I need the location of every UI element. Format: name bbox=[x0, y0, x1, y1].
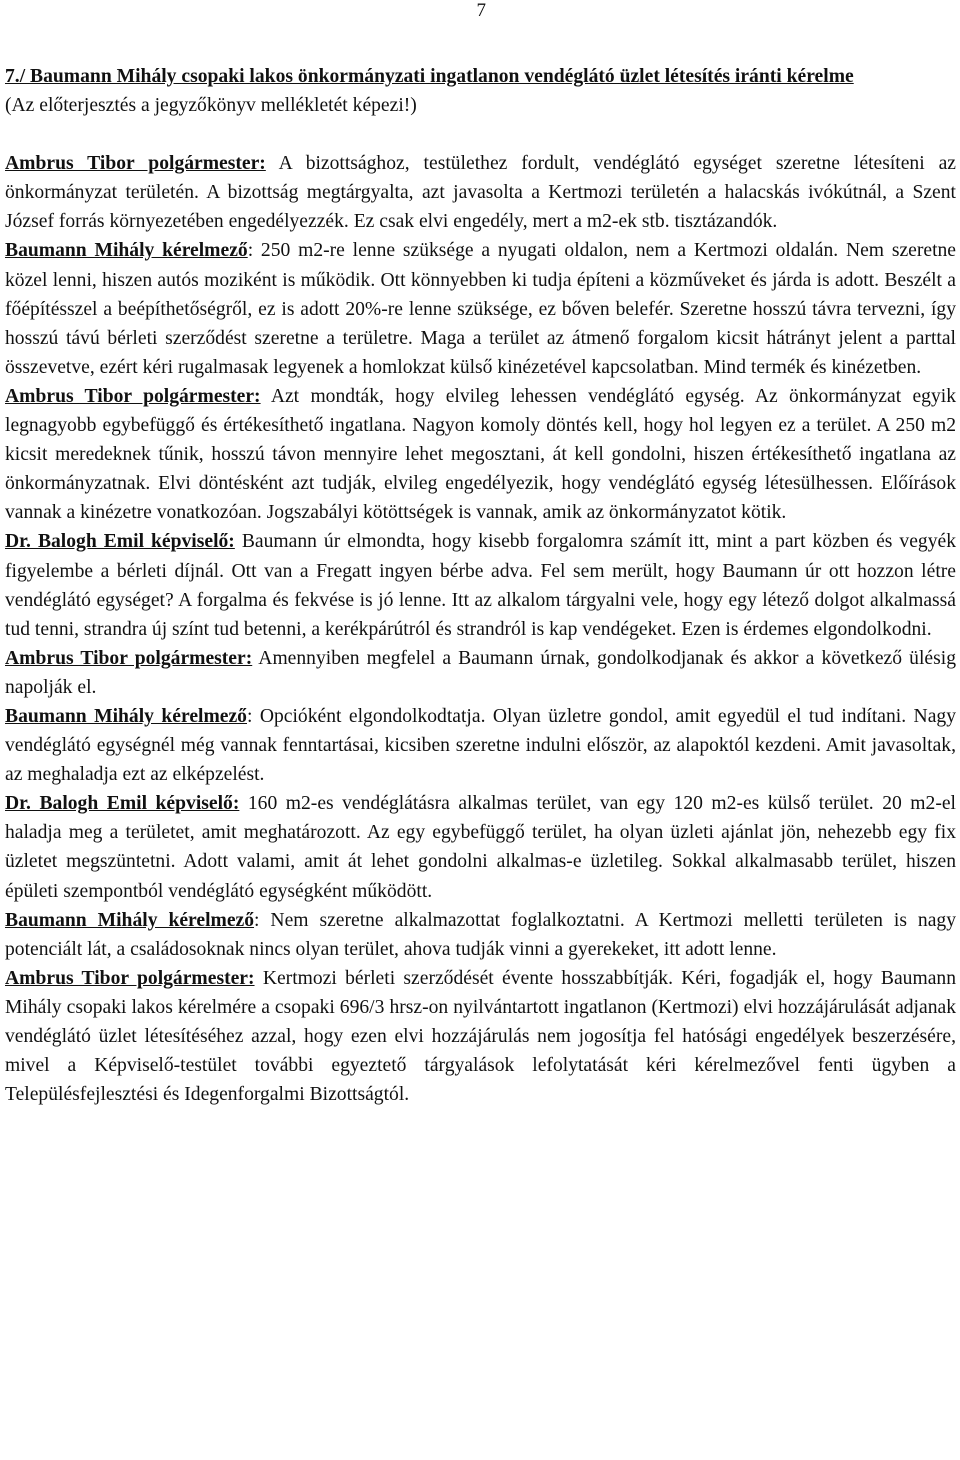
speech-text: Kertmozi bérleti szerződését évente hosszabbítják. Kéri, fogadják el, hogy Baumann Mihály csopaki lakos kérelmére a csopaki 696/3 hrsz-on nyilvántartott ingatlanon (Kertmozi) elvi hozzájárulását adjanak vendéglátó üzlet létesítéséhez azzal, hogy ezen elvi hozzájárulás nem jogosítja fel hatósági engedélyek beszerzésére, mivel a Képviselő-testület további egyeztető tárgyalások lefolytatását kéri kérelmezővel fenti ügyben a Településfejlesztési és Idegenforgalmi Bizottságtól. bbox=[5, 967, 956, 1106]
speaker-name: Ambrus Tibor polgármester: bbox=[5, 153, 266, 175]
speech-text: Baumann úr elmondta, hogy kisebb forgalomra számít itt, mint a part közben és vegyék figyelembe a bérleti díjnál. Ott van a Fregatt ingyen bérbe adva. Fel sem merült, hogy Baumann úr ott hozzon létre vendéglátó egységet? A forgalma és fekvése is jó lenne. Itt az alkalom tárgyalni vele, hogy egy létező dolgot alkalmassá tud tenni, strandra új színt tud betenni, a kerékpárútról és strandról is kap vendégeket. Ezen is érdemes elgondolkodni. bbox=[5, 531, 957, 640]
speech-text: : Opcióként elgondolkodtatja. Olyan üzletre gondol, amit egyedül el tud indítani. Nagy vendéglátó egységnél még vannak fenntartásai, kicsiben szeretne indulni először, az alapoktól kezdeni. Amit javasoltak, az meghaladja ezt az elképzelést. bbox=[5, 705, 957, 786]
minutes-paragraph bbox=[5, 702, 956, 789]
minutes-paragraph bbox=[5, 644, 956, 702]
speaker-name: Ambrus Tibor polgármester: bbox=[5, 967, 255, 989]
minutes-paragraph bbox=[5, 964, 956, 1109]
speaker-name: Dr. Balogh Emil képviselő: bbox=[5, 793, 240, 815]
speech-text: : Nem szeretne alkalmazottat foglalkoztatni. A Kertmozi melletti területen is nagy potenciált lát, a családosoknak nincs olyan terület, ahova tudják vinni a gyerekeket, itt adott lenne. bbox=[5, 909, 956, 960]
speaker-name: Ambrus Tibor polgármester: bbox=[5, 647, 253, 669]
speaker-name: Baumann Mihály kérelmező bbox=[5, 240, 248, 262]
agenda-item-note: (Az előterjesztés a jegyzőkönyv mellékletét képezi!) bbox=[5, 95, 417, 117]
page-number: 7 bbox=[476, 0, 486, 21]
minutes-paragraph bbox=[5, 527, 956, 643]
speech-text: : 250 m2-re lenne szüksége a nyugati oldalon, nem a Kertmozi oldalán. Nem szeretne közel lenni, hiszen autós moziként is működik. Ott könnyebben ki tudja építeni a közműveket és járda is adott. Beszélt a főépítésszel a beépíthetőségről, ez is adott 20%-re lenne szüksége, ez bőven belefér. Szeretne hosszú távra tervezni, így hosszú távú bérleti szerződést szeretne a területre. Maga a terület az átmenő forgalom kicsit hátrányt jelent a parttal összevetve, ezért kéri rugalmasak legyenek a homlokzat külső kinézetével kapcsolatban. Mind termék és kinézetben. bbox=[5, 240, 957, 378]
document-body bbox=[5, 62, 956, 1109]
speaker-name: Baumann Mihály kérelmező bbox=[5, 705, 247, 727]
speaker-name: Baumann Mihály kérelmező bbox=[5, 909, 255, 931]
minutes-paragraph bbox=[5, 236, 956, 381]
minutes-paragraph bbox=[5, 789, 956, 905]
speaker-name: Dr. Balogh Emil képviselő: bbox=[5, 531, 235, 553]
minutes-paragraph bbox=[5, 149, 956, 236]
speech-text: 160 m2-es vendéglátásra alkalmas terület, van egy 120 m2-es külső terület. 20 m2-el haladja meg a területet, amit meghatározott. Az egy egybefüggő terület, ha olyan üzleti ajánlat jön, nehezebb egy fix üzletet megszüntetni. Adott valami, amit át lehet gondolni alkalmas-e üzletileg. Sokkal alkalmasabb terület, hiszen épületi szempontból vendéglátó egységként működött. bbox=[5, 793, 956, 902]
speech-text: Azt mondták, hogy elvileg lehessen vendéglátó egység. Az önkormányzat egyik legnagyobb egybefüggő és értékesíthető ingatlana. Nagyon komoly döntés kell, hogy hol legyen ez a terület. A 250 m2 kicsit meredeknek tűnik, hosszú távon mennyire lehet megosztani, át kell gondolni, hiszen értékesíthető ingatlana az önkormányzatnak. Elvi döntésként azt tudják, elvileg engedélyezik, hogy vendéglátó egység létesülhessen. Előírások vannak a kinézetre vonatkozóan. Jogszabályi kötöttségek is vannak, amik az önkormányzatot kötik. bbox=[5, 385, 956, 524]
agenda-item-title: 7./ Baumann Mihály csopaki lakos önkormányzati ingatlanon vendéglátó üzlet létesítés iránti kérelme bbox=[5, 66, 854, 87]
speaker-name: Ambrus Tibor polgármester: bbox=[5, 385, 261, 407]
minutes-paragraph bbox=[5, 382, 956, 527]
minutes-paragraph bbox=[5, 906, 956, 964]
speech-text: A bizottsághoz, testülethez fordult, vendéglátó egységet szeretne létesíteni az önkormányzat területén. A bizottság megtárgyalta, azt javasolta a Kertmozi területén a halacskás ivókútnál, a Szent József forrás környezetében engedélyezzék. Ez csak elvi engedély, mert a m2-ek stb. tisztázandók. bbox=[5, 153, 956, 233]
speech-text: Amennyiben megfelel a Baumann úrnak, gondolkodjanak és akkor a következő ülésig napolják el. bbox=[5, 647, 956, 698]
